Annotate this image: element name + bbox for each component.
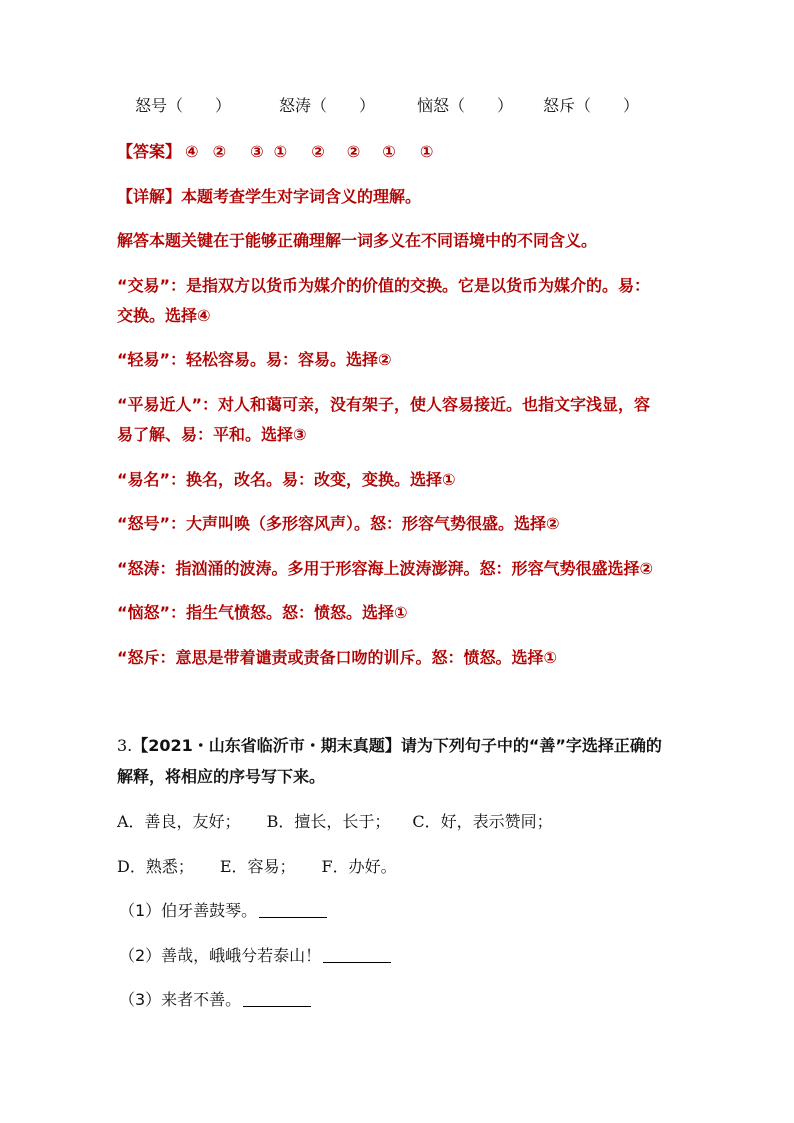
- question3-number: 3.: [117, 736, 133, 755]
- answer-value-7: ①: [382, 142, 396, 161]
- question3-prompt-line2: 解释，将相应的序号写下来。: [117, 767, 326, 786]
- answer-blank-3[interactable]: [243, 992, 311, 1007]
- answer-label: 【答案】: [117, 142, 182, 161]
- top-item-2: 怒涛（ ）: [279, 96, 376, 115]
- question3-item-2-text: （2）善哉，峨峨兮若泰山！: [119, 946, 322, 965]
- answer-value-2: ②: [212, 142, 227, 161]
- option-a: A．善良，友好；: [117, 812, 241, 831]
- answer-value-1: ④: [185, 142, 199, 161]
- answer-value-6: ②: [346, 142, 361, 161]
- explanation-line-5: “平易近人”：对人和蔼可亲，没有架子，使人容易接近。也指文字浅显，容: [117, 395, 651, 414]
- explanation-line-8: “怒号”：大声叫唤（多形容风声）。怒：形容气势很盛。选择②: [117, 514, 560, 533]
- top-item-1: 怒号（ ）: [135, 96, 232, 115]
- answer-value-3: ③: [250, 142, 264, 161]
- option-f: F．办好。: [321, 857, 397, 876]
- options-row-2: [117, 857, 397, 877]
- answer-value-4: ①: [273, 142, 288, 161]
- answer-value-8: ①: [419, 142, 434, 161]
- question3-item-1-text: （1）伯牙善鼓琴。: [119, 901, 258, 920]
- explanation-line-4: “轻易”：轻松容易。易：容易。选择②: [117, 350, 392, 369]
- top-item-3: 恼怒（ ）: [417, 96, 514, 115]
- option-d: D．熟悉；: [117, 857, 194, 876]
- option-e: E．容易；: [219, 857, 296, 876]
- options-row-1: [117, 812, 553, 832]
- question3-line1: [117, 736, 662, 756]
- question3-item-3-text: （3）来者不善。: [119, 990, 242, 1009]
- detail-text: 本题考查学生对字词含义的理解。: [181, 187, 422, 206]
- detail-label: 【详解】: [117, 187, 182, 206]
- explanation-line-11: “怒斥：意思是带着谴责或责备口吻的训斥。怒：愤怒。选择①: [117, 648, 558, 667]
- option-c: C．好，表示赞同；: [412, 812, 553, 831]
- explanation-line-7: “易名”：换名，改名。易：改变，变换。选择①: [117, 470, 456, 489]
- explanation-line-9: “怒涛：指汹涌的波涛。多用于形容海上波涛澎湃。怒：形容气势很盛选择②: [117, 559, 654, 578]
- answer-blank-1[interactable]: [259, 903, 327, 918]
- detail-line: [117, 187, 421, 207]
- explanation-line-3: 交换。选择④: [117, 306, 211, 325]
- top-item-4: 怒斥（ ）: [543, 96, 640, 115]
- explanation-line-1: 解答本题关键在于能够正确理解一词多义在不同语境中的不同含义。: [117, 231, 598, 250]
- top-row: [135, 96, 639, 116]
- question3-item-1: [119, 901, 327, 921]
- explanation-line-10: “恼怒”：指生气愤怒。怒：愤怒。选择①: [117, 603, 408, 622]
- answer-value-5: ②: [311, 142, 325, 161]
- explanation-line-2: “交易”：是指双方以货币为媒介的价值的交换。它是以货币为媒介的。易：: [117, 276, 651, 295]
- question3-source: 【2021・山东省临沂市・期末真题】: [132, 736, 401, 755]
- question3-prompt-line1: 请为下列句子中的“善”字选择正确的: [400, 736, 662, 755]
- question3-item-3: [119, 990, 311, 1010]
- explanation-line-6: 易了解、易：平和。选择③: [117, 425, 307, 444]
- option-b: B．擅长，长于；: [266, 812, 391, 831]
- answer-blank-2[interactable]: [323, 948, 391, 963]
- question3-item-2: [119, 946, 391, 966]
- answer-line: [117, 142, 433, 162]
